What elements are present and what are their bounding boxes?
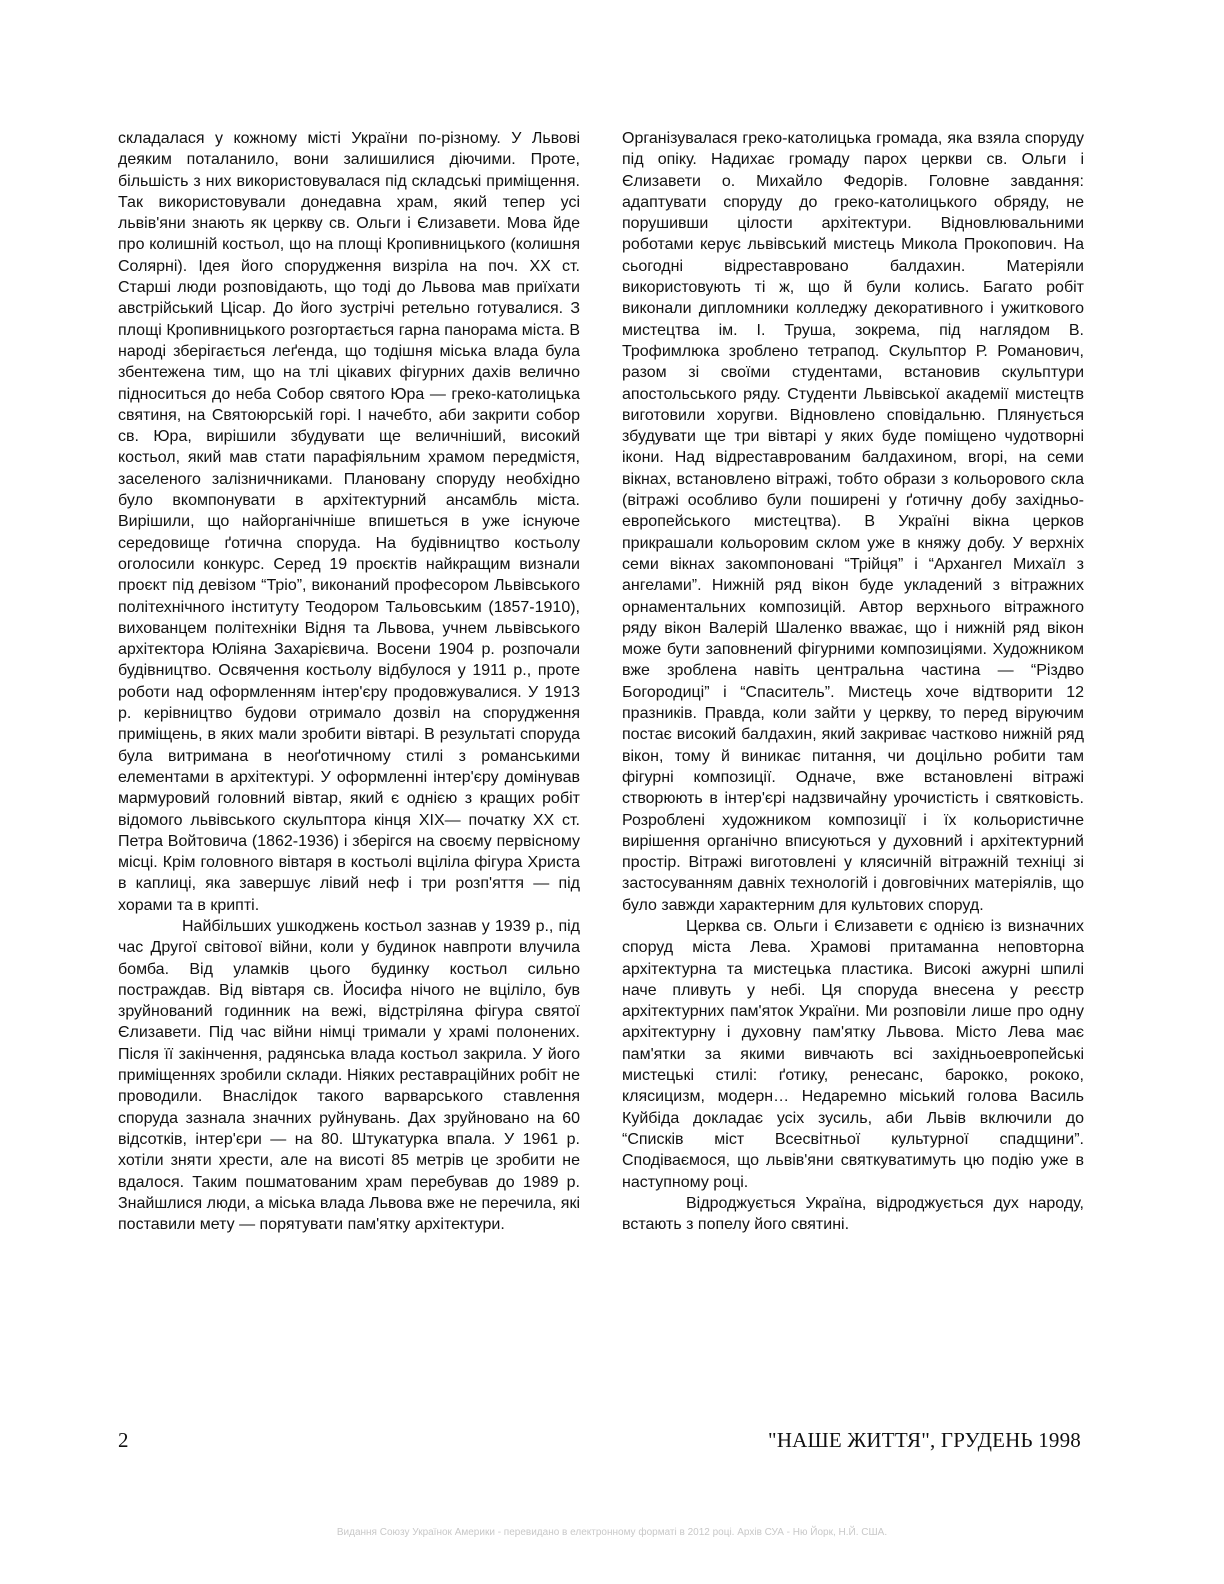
left-text-column <box>118 128 580 1235</box>
paragraph: складалася у кожному місті України по-різному. У Львові деяким поталанило, вони залишилися діючими. Проте, більшість з них використовувалася під складські приміщення. Так використовували донедавна храм, який тепер усі львів'яни знають як церкву св. Ольги і Єлизавети. Мова йде про колишній костьол, що на площі Кропивницького (колишня Солярні). Ідея його спорудження визріла на поч. XX ст. Старші люди розповідають, що тоді до Львова мав приїхати австрійський Цісар. До його зустрічі ретельно готувалися. З площі Кропивницького розгортається гарна панорама міста. В народі зберігається леґенда, що тодішня міська влада була збентежена тим, що на тлі цікавих фігурних дахів велично підноситься до неба Собор святого Юра — греко-католицька святиня, на Святоюрській горі. І начебто, аби закрити собор св. Юра, вирішили збудувати ще величніший, високий костьол, який мав стати парафіяльним храмом передмістя, заселеного залізничниками. Плановану споруду необхідно було вкомпонувати в архітектурний ансамбль міста. Вирішили, що найорганічніше впишеться в уже існуюче середовище ґотична споруда. На будівництво костьолу оголосили конкурс. Серед 19 проєктів найкращим визнали проєкт під девізом “Тріо”, виконаний професором Львівського політехнічного інституту Теодором Тальовським (1857-1910), вихованцем політехніки Відня та Львова, учнем львівського архітектора Юліяна Захарієвича. Восени 1904 р. розпочали будівництво. Освячення костьолу відбулося у 1911 р., проте роботи над оформленням інтер'єру продовжувалися. У 1913 р. керівництво будови отримало дозвіл на спорудження приміщень, в яких мали зробити вівтарі. В результаті споруда була витримана в неоґотичному стилі з романськими елементами в архітектурі. У оформленні інтер'єру домінував мармуровий головний вівтар, який є однією з кращих робіт відомого львівського скульптора кінця XIX— початку XX ст. Петра Войтовича (1862-1936) і зберігся на своєму первісному місці. Крім головного вівтаря в костьолі вціліла фігура Христа в каплиці, яка завершує лівий неф і три розп'яття — під хорами та в крипті. <box>118 130 580 914</box>
paragraph: Найбільших ушкоджень костьол зазнав у 1939 р., під час Другої світової війни, коли у будинок навпроти влучила бомба. Від уламків цього будинку костьол сильно постраждав. Від вівтаря св. Йосифа нічого не вціліло, був зруйнований годинник на вежі, відстріляна фігура святої Єлизавети. Під час війни німці тримали у храмі полонених. Після її закінчення, радянська влада костьол закрила. У його приміщеннях зробили склади. Ніяких реставраційних робіт не проводили. Внаслідок такого варварського ставлення споруда зазнала значних руйнувань. Дах зруйновано на 60 відсотків, інтер'єри — на 80. Штукатурка впала. У 1961 р. хотіли зняти хрести, але на висоті 85 метрів це зробити не вдалося. Таким пошматованим храм перебував до 1989 р. Знайшлися люди, а міська влада Львова вже не перечила, які поставили мету — порятувати пам'ятку архітектури. <box>118 917 580 1234</box>
publication-masthead: "НАШЕ ЖИТТЯ", ГРУДЕНЬ 1998 <box>768 1428 1081 1452</box>
page-number: 2 <box>118 1428 129 1452</box>
paragraph: Відроджується Україна, відроджується дух народу, встають з попелу його святині. <box>622 1194 1084 1234</box>
right-text-column <box>622 128 1084 1235</box>
archive-watermark: Видання Союзу Українок Америки - перевидано в електронному форматі в 2012 році. Архів СУА - Ню Йорк, Н.Й. США. <box>336 1527 888 1538</box>
paragraph: Організувалася греко-католицька громада, яка взяла споруду під опіку. Надихає громаду парох церкви св. Ольги і Єлизавети о. Михайло Федорів. Головне завдання: адаптувати споруду до греко-католицького обряду, не порушивши цілости архітектури. Відновлювальними роботами керує львівський мистець Микола Прокопович. На сьогодні відреставровано балдахин. Матеріяли використовують ті ж, що й були колись. Багато робіт виконали дипломники колледжу декоративного і ужиткового мистецтва ім. І. Труша, зокрема, під наглядом В. Трофимлюка зроблено тетрапод. Скульптор Р. Романович, разом зі своїми студентами, встановив скульптури апостольського ряду. Студенти Львівської академії мистецтв виготовили хоругви. Відновлено сповідальню. Плянується збудувати ще три вівтарі у яких буде поміщено чудотворні ікони. Над відреставрованим балдахином, вгорі, на семи вікнах, встановлено вітражі, тобто образи з кольорового скла (вітражі особливо були поширені у ґотичну добу західньо-европейського мистецтва). В Україні вікна церков прикрашали кольоровим склом уже в княжу добу. У верхніх семи вікнах закомпоновані “Трійця” і “Архангел Михаїл з ангелами”. Нижній ряд вікон буде укладений з вітражних орнаментальних композицій. Автор верхнього вітражного ряду вікон Валерій Шаленко вважає, що і нижній ряд вікон може бути заповнений фігурними композиціями. Художником вже зроблена навіть центральна частина — “Різдво Богородиці” і “Спаситель”. Мистець хоче відтворити 12 празників. Правда, коли зайти у церкву, то перед віруючим постає високий балдахин, який закриває частково нижній ряд вікон, тому й виникає питання, чи доцільно робити там фігурні композиції. Одначе, вже встановлені вітражі створюють в інтер'єрі надзвичайну урочистість і святковість. Розроблені художником композиції і їх кольористичне вирішення органічно вписуються у духовний і архітектурний простір. Вітражі виготовлені у клясичній вітражній техніці зі застосуванням давніх технологій і довговічних матеріялів, що було завжди характерним для культових споруд. <box>622 130 1084 914</box>
paragraph: Церква св. Ольги і Єлизавети є однією із визначних споруд міста Лева. Храмові притаманна неповторна архітектурна та мистецька пластика. Високі ажурні шпилі наче пливуть у небі. Ця споруда внесена у реєстр архітектурних пам'яток України. Ми розповіли лише про одну архітектурну і духовну пам'ятку Львова. Місто Лева має пам'ятки за якими вивчають всі західньоевропейські мистецькі стилі: ґотику, ренесанс, барокко, рококо, клясицизм, модерн… Недаремно міський голова Василь Куйбіда докладає усіх зусиль, аби Львів включили до “Списків міст Всесвітньої культурної спадщини”. Сподіваємося, що львів'яни святкуватимуть цю подію уже в наступному році. <box>622 917 1084 1191</box>
